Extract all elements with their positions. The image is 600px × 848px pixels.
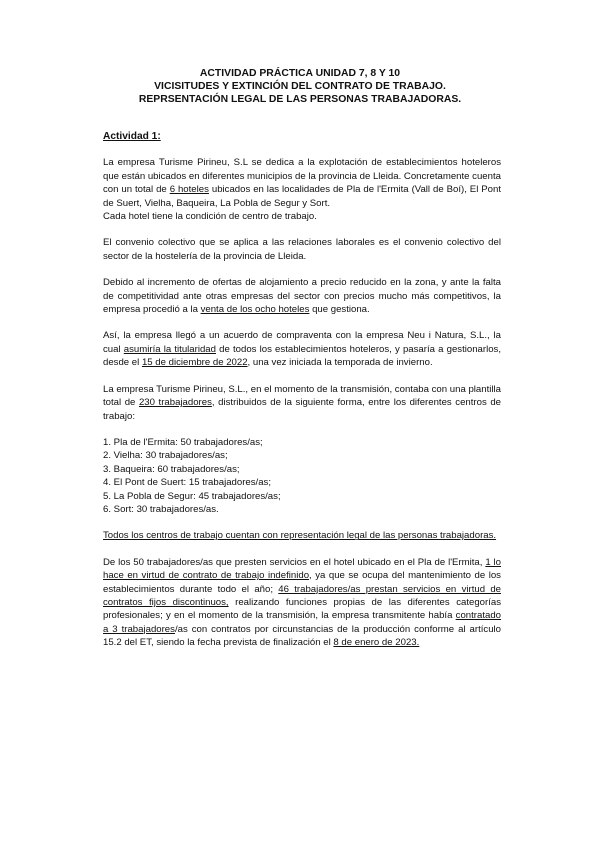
- workcenter-list: [103, 436, 501, 516]
- p7-text-c: realizando funciones propias de las diferentes categorías profesionales; y en el momento de la transmisión, la empresa transmitente había: [103, 596, 501, 622]
- p7-text-a: De los 50 trabajadores/as que presten servicios en el hotel ubicado en el Pla de l'Ermita,: [103, 556, 486, 568]
- title-line-1: ACTIVIDAD PRÁCTICA UNIDAD 7, 8 Y 10: [199, 68, 401, 79]
- document-body: [103, 130, 501, 663]
- p7-underline-end-date: 8 de enero de 2023.: [333, 637, 420, 649]
- p4-underline-ownership: asumiría la titularidad: [123, 343, 216, 355]
- title-line-3: REPRSENTACIÓN LEGAL DE LAS PERSONAS TRABAJADORAS.: [138, 94, 462, 105]
- list-item: 5. La Pobla de Segur: 45 trabajadores/as;: [103, 490, 281, 502]
- list-item: 3. Baqueira: 60 trabajadores/as;: [103, 463, 240, 475]
- p7-text-b: , ya que se ocupa del mantenimiento de los establecimientos durante todo el año;: [103, 570, 501, 595]
- paragraph-agreement: [103, 329, 501, 369]
- p4-text-a: Así, la empresa llegó a un acuerdo de compraventa con la empresa Neu i Natura, S.L., la cual: [103, 330, 501, 355]
- list-item: 1. Pla de l'Ermita: 50 trabajadores/as;: [103, 436, 263, 448]
- title-line-2: VICISITUDES Y EXTINCIÓN DEL CONTRATO DE TRABAJO.: [154, 81, 446, 92]
- p7-underline-fixed-discontinuous: 46 trabajadores/as prestan servicios en virtud de contratos fijos discontinuos,: [103, 583, 501, 608]
- p4-underline-date: 15 de diciembre de 2022: [141, 357, 248, 369]
- p7-underline-indefinite: 1 lo hace en virtud de contrato de trabajo indefinido: [103, 556, 501, 582]
- p4-text-c: , una vez iniciada la temporada de invierno.: [247, 357, 433, 369]
- p3-text-b: que gestiona.: [309, 304, 370, 316]
- p5-text-a: La empresa Turisme Pirineu, S.L., en el momento de la transmisión, contaba con una plantilla total de: [103, 383, 501, 409]
- list-item: 4. El Pont de Suert: 15 trabajadores/as;: [103, 477, 271, 489]
- list-item: 2. Vielha: 30 trabajadores/as;: [103, 450, 228, 462]
- document-title-block: [60, 67, 540, 106]
- p1-underline-hotels: 6 hoteles: [169, 184, 209, 196]
- p1-text-c: Cada hotel tiene la condición de centro de trabajo.: [103, 211, 317, 223]
- paragraph-sale: [103, 276, 501, 316]
- p1-text-b: ubicados en las localidades de Pla de l'Ermita (Vall de Boí), El Pont de Suert, Vielha, Baqueira, La Pobla de Segur y Sort.: [103, 184, 502, 209]
- p3-text-a: Debido al incremento de ofertas de alojamiento a precio reducido en la zona, y ante la falta de competitividad ante otras empresas del sector con precios mucho más competitivos, la empresa procedió a la: [103, 277, 501, 316]
- p1-text-a: La empresa Turisme Pirineu, S.L se dedica a la explotación de establecimientos hoteleros que están ubicados en diferentes municipios de la provincia de Lleida. Concretamente cuenta con un total de: [103, 157, 501, 196]
- paragraph-contracts: [103, 556, 501, 650]
- paragraph-convenio: El convenio colectivo que se aplica a las relaciones laborales es el convenio colectivo del sector de la hostelería de la provincia de Lleida.: [103, 237, 501, 262]
- paragraph-staff: [103, 383, 501, 423]
- paragraph-company: [103, 156, 501, 223]
- p5-text-b: , distribuidos de la siguiente forma, entre los diferentes centros de trabajo:: [103, 397, 501, 422]
- p4-text-b: de todos los establecimientos hoteleros, y pasaría a gestionarlos, desde el: [103, 343, 502, 369]
- paragraph-representation: Todos los centros de trabajo cuentan con representación legal de las personas trabajadoras.: [103, 530, 497, 542]
- p7-text-d: /as con contratos por circunstancias de la producción conforme al artículo 15.2 del ET, siendo la fecha prevista de finalización el: [103, 623, 501, 649]
- p7-underline-temporary: contratado a 3 trabajadores: [103, 610, 501, 635]
- list-item: 6. Sort: 30 trabajadores/as.: [103, 503, 219, 515]
- activity-heading: Actividad 1:: [103, 131, 161, 142]
- p5-underline-staff: 230 trabajadores: [138, 397, 212, 409]
- p3-underline-sale: venta de los ocho hoteles: [200, 304, 310, 316]
